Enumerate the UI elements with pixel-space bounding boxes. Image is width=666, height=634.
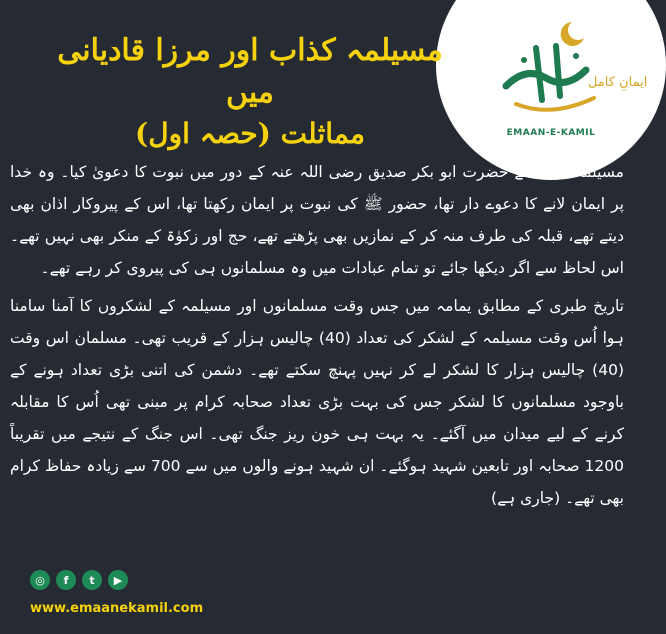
youtube-icon[interactable]: ▶ [108,570,128,590]
article-paragraph-2: تاریخ طبری کے مطابق یمامہ میں جس وقت مسلمانوں اور مسیلمہ کے لشکروں کا آمنا سامنا ہوا اُس وقت مسیلمہ کے لشکر کی تعداد (40) چالیس ہزار کے قریب تھی۔ مسلمان اس وقت (40) چالیس ہزار کا لشکر لے کر نہیں پہنچ سکتے تھے۔ دشمن کی اتنی بڑی تعداد ہونے کے باوجود مسلمانوں کا لشکر جس کی بہت بڑی تعداد صحابہ کرام پر مبنی تھی اُس کا مقابلہ کرنے کے لیے میدان میں آگئے۔ یہ بہت ہی خون ریز جنگ تھی۔ اس جنگ کے نتیجے میں تقریباً 1200 صحابہ اور تابعین شہید ہوگئے۔ ان شہید ہونے والوں میں سے 700 سے زیادہ حفاظ کرام بھی تھے۔ (جاری ہے) [10,297,624,507]
title-line-1: مسیلمہ کذاب اور مرزا قادیانی میں [57,33,443,110]
social-icons [30,570,128,592]
title-line-2: مماثلت (حصہ اول) [135,117,365,150]
instagram-icon[interactable]: ◎ [30,570,50,590]
article-paragraph-1: مسیلمہ کذاب نے حضرت ابو بکر صدیق رضی اللہ عنہ کے دور میں نبوت کا دعویٰ کیا۔ وہ خدا پر ایمان لانے کا دعوے دار تھا، حضور ﷺ کی نبوت پر ایمان رکھتا تھا، اس کے پیروکار اذان بھی دیتے تھے، قبلہ کی طرف منہ کر کے نمازیں بھی پڑھتے تھے، حج اور زکوٰۃ کے منکر بھی نہیں تھے۔ اس لحاظ سے اگر دیکھا جائے تو تمام عبادات میں وہ مسلمانوں ہی کی پیروی کر رہے تھے۔ [10,163,624,277]
logo-urdu-text: ایمانِ کامل [588,75,648,90]
logo-brand-text: EMAAN-E-KAMIL [506,128,596,138]
facebook-icon[interactable]: f [56,570,76,590]
brand-logo [476,8,648,148]
article-body [10,156,624,520]
logo-mark-icon [476,8,648,126]
post-title [30,30,470,154]
website-link[interactable]: www.emaanekamil.com [30,601,204,616]
twitter-icon[interactable]: t [82,570,102,590]
